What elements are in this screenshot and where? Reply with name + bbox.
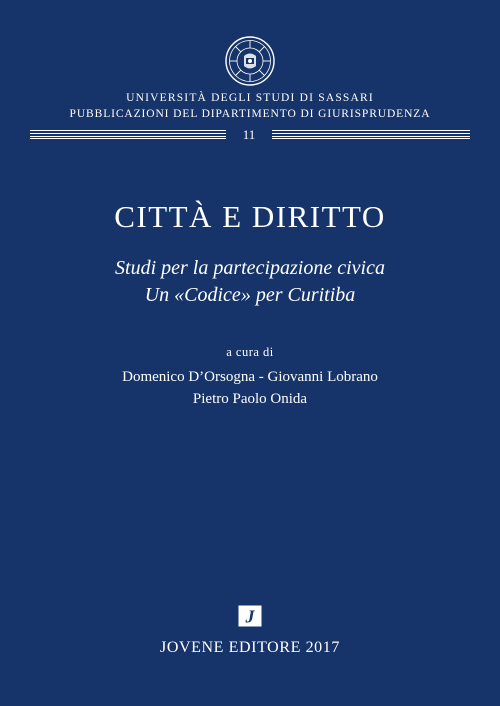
publisher-logo-letter: J <box>245 606 255 627</box>
university-name: UNIVERSITÀ DEGLI STUDI DI SASSARI <box>126 92 374 104</box>
university-seal-icon <box>225 36 275 86</box>
series-number: 11 <box>242 127 256 142</box>
publisher-imprint: JOVENE EDITORE 2017 <box>160 639 340 656</box>
publisher-logo-icon <box>238 605 262 627</box>
divider-left <box>30 130 226 139</box>
book-subtitle-line2: Un «Codice» per Curitiba <box>144 284 356 306</box>
book-title: CITTÀ E DIRITTO <box>114 199 386 234</box>
divider-right <box>272 130 470 139</box>
editors-line1: Domenico D’Orsogna - Giovanni Lobrano <box>122 369 378 385</box>
edited-by-label: a cura di <box>226 345 274 359</box>
editors-line2: Pietro Paolo Onida <box>192 391 308 407</box>
department-name: PUBBLICAZIONI DEL DIPARTIMENTO DI GIURISPRUDENZA <box>69 108 431 120</box>
book-subtitle-line1: Studi per la partecipazione civica <box>115 257 385 279</box>
